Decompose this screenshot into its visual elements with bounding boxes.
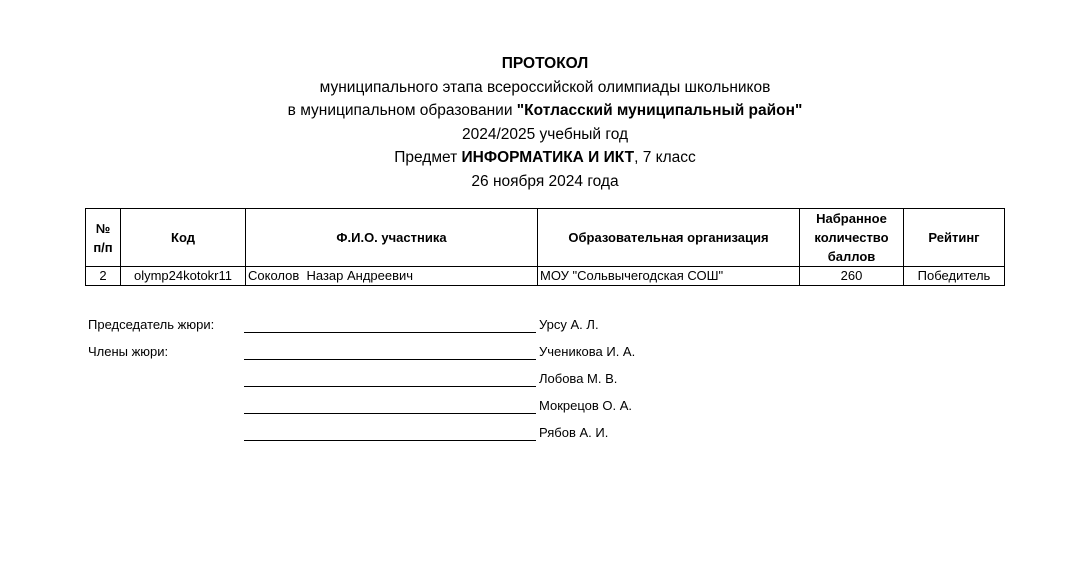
municipality-name: "Котласский муниципальный район" [516, 102, 803, 119]
jury-member-name: Рябов А. И. [539, 425, 609, 440]
jury-chair-name: Урсу А. Л. [539, 317, 599, 332]
cell-code: olymp24kotokr11 [121, 267, 246, 286]
col-header-participant: Ф.И.О. участника [246, 209, 538, 267]
jury-members-label: Члены жюри: [88, 344, 169, 359]
col-header-number: № п/п [86, 209, 121, 267]
cell-organization: МОУ "Сольвычегодская СОШ" [538, 267, 800, 286]
col-header-code: Код [121, 209, 246, 267]
date-line: 26 ноября 2024 года [471, 172, 619, 190]
olympiad-stage-line: муниципального этапа всероссийской олимпиады школьников [319, 78, 771, 96]
jury-chair-label: Председатель жюри: [88, 317, 215, 332]
cell-number: 2 [86, 267, 121, 286]
cell-participant: Соколов Назар Андреевич [246, 267, 538, 286]
table-row [86, 267, 1005, 286]
signature-line-member-3 [244, 413, 536, 414]
jury-member-name: Лобова М. В. [539, 371, 618, 386]
cell-rating: Победитель [904, 267, 1005, 286]
table-header-row [86, 209, 1005, 267]
signature-line-member-1 [244, 359, 536, 360]
col-header-organization: Образовательная организация [538, 209, 800, 267]
signature-line-member-2 [244, 386, 536, 387]
jury-member-name: Мокрецов О. А. [539, 398, 633, 413]
col-header-score: Набранное количество баллов [800, 209, 904, 267]
protocol-header [0, 52, 1073, 193]
protocol-title: ПРОТОКОЛ [501, 55, 589, 72]
jury-member-name: Ученикова И. А. [539, 344, 636, 359]
subject-line: Предмет ИНФОРМАТИКА И ИКТ, 7 класс [394, 149, 696, 166]
results-table [85, 208, 1005, 286]
col-header-rating: Рейтинг [904, 209, 1005, 267]
signature-line-chair [244, 332, 536, 333]
signature-line-member-4 [244, 440, 536, 441]
cell-score: 260 [800, 267, 904, 286]
municipality-line: в муниципальном образовании "Котласский муниципальный район" [287, 102, 803, 119]
school-year-line: 2024/2025 учебный год [461, 125, 629, 143]
subject-name: ИНФОРМАТИКА И ИКТ [461, 149, 635, 166]
